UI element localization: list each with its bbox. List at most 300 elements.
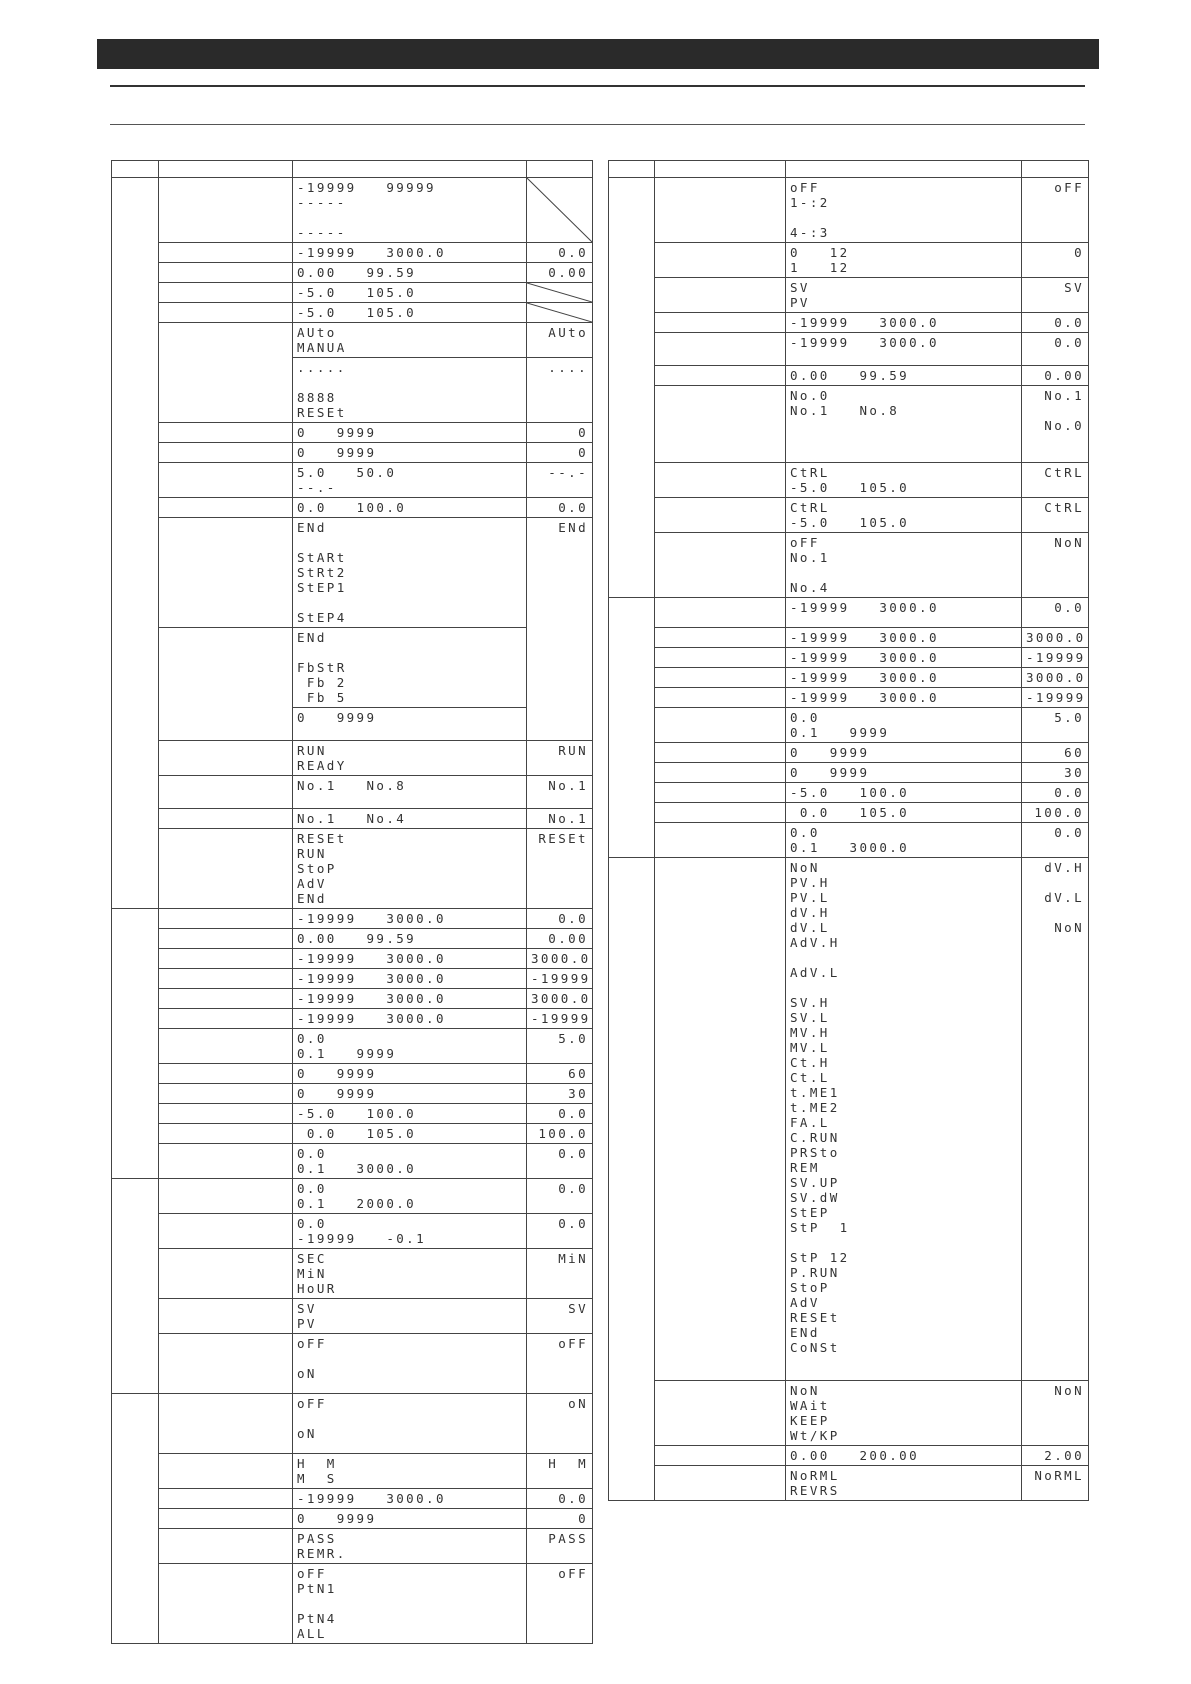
setting-range-cell xyxy=(293,358,527,423)
range-line: StoP xyxy=(297,861,337,876)
range-line: 1 12 xyxy=(790,260,850,275)
range-line: t.ME2 xyxy=(790,1100,840,1115)
default-value-cell xyxy=(527,1214,593,1249)
category-cell xyxy=(112,178,159,909)
range-line: ENd xyxy=(297,520,327,535)
default-line: 0 xyxy=(578,425,588,440)
default-line: 5.0 xyxy=(558,1031,588,1046)
range-line: 0.00 99.59 xyxy=(297,931,417,946)
default-value-cell xyxy=(1022,598,1089,628)
default-line: 0 xyxy=(578,445,588,460)
default-line xyxy=(1026,403,1084,418)
setting-range-cell xyxy=(786,463,1022,498)
range-line: PV.H xyxy=(790,875,830,890)
range-line: ENd xyxy=(790,1325,820,1340)
range-line: 0.00 99.59 xyxy=(790,368,910,383)
range-line: FbStR xyxy=(297,660,347,675)
setting-range-cell xyxy=(786,668,1022,688)
default-value-cell xyxy=(527,1124,593,1144)
setting-range-cell xyxy=(786,278,1022,313)
category-cell xyxy=(112,1394,159,1644)
default-value-cell xyxy=(527,909,593,929)
default-line: -19999 xyxy=(531,1011,591,1026)
title-rule-top xyxy=(110,85,1085,87)
default-line: 0.00 xyxy=(548,265,588,280)
range-line: 0 12 xyxy=(790,245,850,260)
parameter-name-cell xyxy=(655,648,786,668)
table-row xyxy=(112,1064,593,1084)
range-line: REMR. xyxy=(297,1546,347,1561)
range-line xyxy=(790,950,1017,965)
default-value-cell xyxy=(527,1179,593,1214)
default-value-cell xyxy=(1022,743,1089,763)
parameter-name-cell xyxy=(655,598,786,628)
parameter-name-cell xyxy=(159,969,293,989)
table-row xyxy=(112,1394,593,1454)
table-row xyxy=(609,688,1089,708)
table-row xyxy=(112,1529,593,1564)
parameter-name-cell xyxy=(159,323,293,423)
range-line: PASS xyxy=(297,1531,337,1546)
range-line: -5.0 105.0 xyxy=(790,480,910,495)
table-row xyxy=(609,858,1089,1381)
default-line: 0 xyxy=(1074,245,1084,260)
default-value-cell xyxy=(527,263,593,283)
setting-range-cell xyxy=(786,688,1022,708)
setting-range-cell xyxy=(293,969,527,989)
range-line xyxy=(297,1351,522,1366)
range-line: 5.0 50.0 xyxy=(297,465,397,480)
setting-range-cell xyxy=(293,1454,527,1489)
table-row xyxy=(112,1009,593,1029)
parameter-table-right xyxy=(608,160,1089,1501)
range-line: StARt xyxy=(297,550,347,565)
range-line: -5.0 105.0 xyxy=(790,515,910,530)
parameter-name-cell xyxy=(159,498,293,518)
range-line: Ct.L xyxy=(790,1070,830,1085)
range-line xyxy=(297,595,522,610)
default-value-cell xyxy=(527,776,593,809)
range-line: -19999 3000.0 xyxy=(790,650,939,665)
setting-range-cell xyxy=(293,909,527,929)
default-line: 2.00 xyxy=(1044,1448,1084,1463)
header-cell xyxy=(786,161,1022,178)
range-line: ENd xyxy=(297,630,327,645)
parameter-name-cell xyxy=(159,178,293,243)
range-line: 0.0 xyxy=(790,710,820,725)
range-line: -19999 3000.0 xyxy=(297,1011,446,1026)
parameter-name-cell xyxy=(159,1064,293,1084)
default-line: 0.0 xyxy=(1054,785,1084,800)
default-line: -19999 xyxy=(531,971,591,986)
default-value-cell xyxy=(1022,278,1089,313)
range-line: -19999 3000.0 xyxy=(790,600,939,615)
setting-range-cell xyxy=(786,313,1022,333)
table-row xyxy=(112,283,593,303)
header-bar xyxy=(97,39,1099,69)
table-row xyxy=(112,423,593,443)
setting-range-cell xyxy=(293,1394,527,1454)
setting-range-cell xyxy=(293,989,527,1009)
default-value-cell xyxy=(527,1084,593,1104)
range-line: oFF xyxy=(297,1396,327,1411)
parameter-name-cell xyxy=(655,708,786,743)
setting-range-cell xyxy=(786,648,1022,668)
default-line: 0.0 xyxy=(1054,600,1084,615)
default-line: -19999 xyxy=(1026,690,1086,705)
range-line: No.0 xyxy=(790,388,830,403)
default-line: 3000.0 xyxy=(1026,670,1086,685)
default-value-cell xyxy=(527,443,593,463)
default-value-cell xyxy=(1022,1446,1089,1466)
default-value-cell xyxy=(527,1489,593,1509)
default-line xyxy=(1026,875,1084,890)
default-value-cell xyxy=(1022,783,1089,803)
parameter-name-cell xyxy=(159,1299,293,1334)
range-line: 0.0 xyxy=(790,825,820,840)
table-row xyxy=(609,708,1089,743)
default-value-cell xyxy=(1022,763,1089,783)
range-line: 0.1 9999 xyxy=(297,1046,397,1061)
range-line xyxy=(297,535,522,550)
range-line: Fb 5 xyxy=(297,690,347,705)
range-line: H M xyxy=(297,1456,337,1471)
range-line: 0.00 200.00 xyxy=(790,1448,920,1463)
default-line: 0.0 xyxy=(558,1106,588,1121)
setting-range-cell xyxy=(293,1564,527,1644)
header-cell xyxy=(609,161,655,178)
range-line: SV.L xyxy=(790,1010,830,1025)
table-row xyxy=(609,763,1089,783)
range-line: StoP xyxy=(790,1280,830,1295)
range-line: StP 1 xyxy=(790,1220,850,1235)
setting-range-cell xyxy=(293,708,527,741)
default-line: No.1 xyxy=(1044,388,1084,403)
range-line: 0.1 9999 xyxy=(790,725,890,740)
range-line: AdV xyxy=(790,1295,820,1310)
setting-range-cell xyxy=(293,463,527,498)
setting-range-cell xyxy=(293,1334,527,1394)
range-line: SV xyxy=(297,1301,317,1316)
table-row xyxy=(112,1299,593,1334)
range-line: MANUA xyxy=(297,340,347,355)
table-row xyxy=(609,178,1089,243)
range-line xyxy=(790,980,1017,995)
parameter-name-cell xyxy=(159,283,293,303)
parameter-name-cell xyxy=(655,803,786,823)
table-row xyxy=(609,1381,1089,1446)
default-line: 0.0 xyxy=(558,500,588,515)
setting-range-cell xyxy=(293,498,527,518)
table-header-row xyxy=(112,161,593,178)
range-line xyxy=(790,1235,1017,1250)
table-row xyxy=(609,648,1089,668)
range-line: P.RUN xyxy=(790,1265,840,1280)
default-line: 0.0 xyxy=(558,911,588,926)
default-line: 0.00 xyxy=(548,931,588,946)
range-line: oN xyxy=(297,1426,317,1441)
default-line: 30 xyxy=(1064,765,1084,780)
setting-range-cell xyxy=(293,323,527,358)
range-line: 0.0 xyxy=(297,1146,327,1161)
table-row xyxy=(112,989,593,1009)
range-line: PtN4 xyxy=(297,1611,337,1626)
parameter-name-cell xyxy=(159,1454,293,1489)
table-row xyxy=(112,949,593,969)
parameter-name-cell xyxy=(159,1124,293,1144)
range-line xyxy=(297,1596,522,1611)
default-line: 3000.0 xyxy=(531,951,591,966)
not-applicable-cell xyxy=(527,283,593,303)
table-row xyxy=(609,243,1089,278)
default-line: SV xyxy=(1064,280,1084,295)
default-line: 0.0 xyxy=(558,1181,588,1196)
table-row xyxy=(609,386,1089,463)
range-line: -19999 3000.0 xyxy=(297,971,446,986)
header-cell xyxy=(655,161,786,178)
range-line: oFF xyxy=(790,180,820,195)
range-line: -5.0 105.0 xyxy=(297,305,417,320)
range-line: 0.00 99.59 xyxy=(297,265,417,280)
setting-range-cell xyxy=(786,386,1022,463)
parameter-name-cell xyxy=(655,243,786,278)
setting-range-cell xyxy=(293,1084,527,1104)
table-row xyxy=(112,263,593,283)
range-line: -19999 3000.0 xyxy=(790,630,939,645)
default-line: 30 xyxy=(568,1086,588,1101)
parameter-name-cell xyxy=(159,423,293,443)
default-value-cell xyxy=(1022,628,1089,648)
default-line: PASS xyxy=(548,1531,588,1546)
range-line: 0 9999 xyxy=(297,445,377,460)
category-cell xyxy=(609,178,655,598)
range-line: C.RUN xyxy=(790,1130,840,1145)
range-line: AdV.L xyxy=(790,965,840,980)
range-line: AUto xyxy=(297,325,337,340)
default-value-cell xyxy=(527,1299,593,1334)
parameter-name-cell xyxy=(159,463,293,498)
range-line: StRt2 xyxy=(297,565,347,580)
table-row xyxy=(609,366,1089,386)
default-line: CtRL xyxy=(1044,500,1084,515)
range-line: 0.1 3000.0 xyxy=(790,840,910,855)
range-line: 0.1 3000.0 xyxy=(297,1161,417,1176)
range-line: NoRML xyxy=(790,1468,840,1483)
range-line: FA.L xyxy=(790,1115,830,1130)
range-line: 1-:2 xyxy=(790,195,830,210)
setting-range-cell xyxy=(786,533,1022,598)
diagonal-slash xyxy=(527,283,592,302)
default-line: SV xyxy=(568,1301,588,1316)
range-line: SV.H xyxy=(790,995,830,1010)
range-line: RUN xyxy=(297,846,327,861)
table-row xyxy=(112,909,593,929)
default-value-cell xyxy=(1022,708,1089,743)
table-row xyxy=(112,628,593,708)
range-line: PV.L xyxy=(790,890,830,905)
parameter-name-cell xyxy=(655,386,786,463)
range-line: 0 9999 xyxy=(297,710,377,725)
default-line: 0.00 xyxy=(1044,368,1084,383)
range-line xyxy=(790,565,1017,580)
default-value-cell xyxy=(527,1249,593,1299)
setting-range-cell xyxy=(293,1029,527,1064)
default-value-cell xyxy=(527,1104,593,1124)
table-row xyxy=(112,1104,593,1124)
parameter-name-cell xyxy=(159,263,293,283)
range-line: PV xyxy=(297,1316,317,1331)
default-line: H M xyxy=(548,1456,588,1471)
default-line: No.1 xyxy=(548,811,588,826)
table-row xyxy=(112,809,593,829)
setting-range-cell xyxy=(786,628,1022,648)
table-row xyxy=(112,1179,593,1214)
range-line: -19999 3000.0 xyxy=(790,690,939,705)
parameter-name-cell xyxy=(655,628,786,648)
parameter-name-cell xyxy=(655,366,786,386)
range-line: No.4 xyxy=(790,580,830,595)
parameter-name-cell xyxy=(159,1564,293,1644)
parameter-name-cell xyxy=(159,1214,293,1249)
default-line: RUN xyxy=(558,743,588,758)
parameter-name-cell xyxy=(159,303,293,323)
setting-range-cell xyxy=(786,1466,1022,1501)
default-value-cell xyxy=(527,1564,593,1644)
range-line: 0 9999 xyxy=(297,1511,377,1526)
setting-range-cell xyxy=(786,333,1022,366)
table-row xyxy=(112,1029,593,1064)
parameter-name-cell xyxy=(159,1009,293,1029)
default-line: NoN xyxy=(1054,1383,1084,1398)
default-line: 0.0 xyxy=(1054,335,1084,350)
parameter-name-cell xyxy=(159,989,293,1009)
range-line: PtN1 xyxy=(297,1581,337,1596)
range-line: CoNSt xyxy=(790,1340,840,1355)
default-value-cell xyxy=(1022,366,1089,386)
parameter-name-cell xyxy=(655,1446,786,1466)
default-value-cell xyxy=(1022,1466,1089,1501)
setting-range-cell xyxy=(293,1009,527,1029)
range-line: StP 12 xyxy=(790,1250,850,1265)
setting-range-cell xyxy=(293,809,527,829)
range-line: ..... xyxy=(297,360,347,375)
table-row xyxy=(112,829,593,909)
default-line: 5.0 xyxy=(1054,710,1084,725)
default-value-cell xyxy=(527,969,593,989)
setting-range-cell xyxy=(293,776,527,809)
table-header-row xyxy=(609,161,1089,178)
default-value-cell xyxy=(527,498,593,518)
table-row xyxy=(609,598,1089,628)
setting-range-cell xyxy=(293,829,527,909)
range-line: PV xyxy=(790,295,810,310)
setting-range-cell xyxy=(293,263,527,283)
range-line: dV.H xyxy=(790,905,830,920)
range-line: --.- xyxy=(297,480,337,495)
category-cell xyxy=(112,909,159,1179)
range-line: 0 9999 xyxy=(790,745,870,760)
default-value-cell xyxy=(1022,533,1089,598)
parameter-name-cell xyxy=(159,929,293,949)
header-cell xyxy=(112,161,159,178)
range-line: -19999 3000.0 xyxy=(297,991,446,1006)
title-rule-bottom xyxy=(110,124,1085,125)
default-line: No.0 xyxy=(1044,418,1084,433)
range-line: PRSto xyxy=(790,1145,840,1160)
default-line: -19999 xyxy=(1026,650,1086,665)
table-row xyxy=(112,1249,593,1299)
default-line: 0 xyxy=(578,1511,588,1526)
range-line: ----- xyxy=(297,195,347,210)
range-line xyxy=(297,210,522,225)
default-value-cell xyxy=(527,809,593,829)
table-row xyxy=(609,333,1089,366)
table-row xyxy=(609,1446,1089,1466)
table-row xyxy=(609,668,1089,688)
range-line: oFF xyxy=(297,1336,327,1351)
range-line: 0.1 2000.0 xyxy=(297,1196,417,1211)
range-line: No.1 No.8 xyxy=(297,778,407,793)
default-value-cell xyxy=(1022,668,1089,688)
default-line: 0.0 xyxy=(1054,315,1084,330)
setting-range-cell xyxy=(293,1179,527,1214)
range-line xyxy=(297,645,522,660)
parameter-name-cell xyxy=(159,628,293,741)
setting-range-cell xyxy=(786,1446,1022,1466)
range-line: ENd xyxy=(297,891,327,906)
default-value-cell xyxy=(1022,648,1089,668)
setting-range-cell xyxy=(786,598,1022,628)
table-row xyxy=(112,969,593,989)
range-line: 4-:3 xyxy=(790,225,830,240)
setting-range-cell xyxy=(786,1381,1022,1446)
not-applicable-cell xyxy=(527,178,593,243)
default-value-cell xyxy=(1022,333,1089,366)
parameter-name-cell xyxy=(159,443,293,463)
range-line: StEP xyxy=(790,1205,830,1220)
parameter-name-cell xyxy=(159,809,293,829)
range-line: oN xyxy=(297,1366,317,1381)
setting-range-cell xyxy=(293,1489,527,1509)
range-line: 0 9999 xyxy=(790,765,870,780)
default-line: oFF xyxy=(1054,180,1084,195)
range-line xyxy=(297,375,522,390)
range-line: 0.0 100.0 xyxy=(297,500,407,515)
table-row xyxy=(112,178,593,243)
header-cell xyxy=(293,161,527,178)
setting-range-cell xyxy=(293,1104,527,1124)
table-row xyxy=(112,303,593,323)
range-line: NoN xyxy=(790,1383,820,1398)
range-line: AdV.H xyxy=(790,935,840,950)
not-applicable-cell xyxy=(527,303,593,323)
range-line: SV.UP xyxy=(790,1175,840,1190)
range-line: HoUR xyxy=(297,1281,337,1296)
default-value-cell xyxy=(1022,463,1089,498)
setting-range-cell xyxy=(293,1124,527,1144)
range-line: t.ME1 xyxy=(790,1085,840,1100)
range-line: No.1 No.8 xyxy=(790,403,900,418)
setting-range-cell xyxy=(786,708,1022,743)
diagonal-slash xyxy=(527,178,592,242)
default-value-cell xyxy=(527,1509,593,1529)
setting-range-cell xyxy=(293,443,527,463)
parameter-name-cell xyxy=(159,1179,293,1214)
setting-range-cell xyxy=(786,743,1022,763)
table-row xyxy=(112,1084,593,1104)
default-line: CtRL xyxy=(1044,465,1084,480)
table-row xyxy=(609,803,1089,823)
